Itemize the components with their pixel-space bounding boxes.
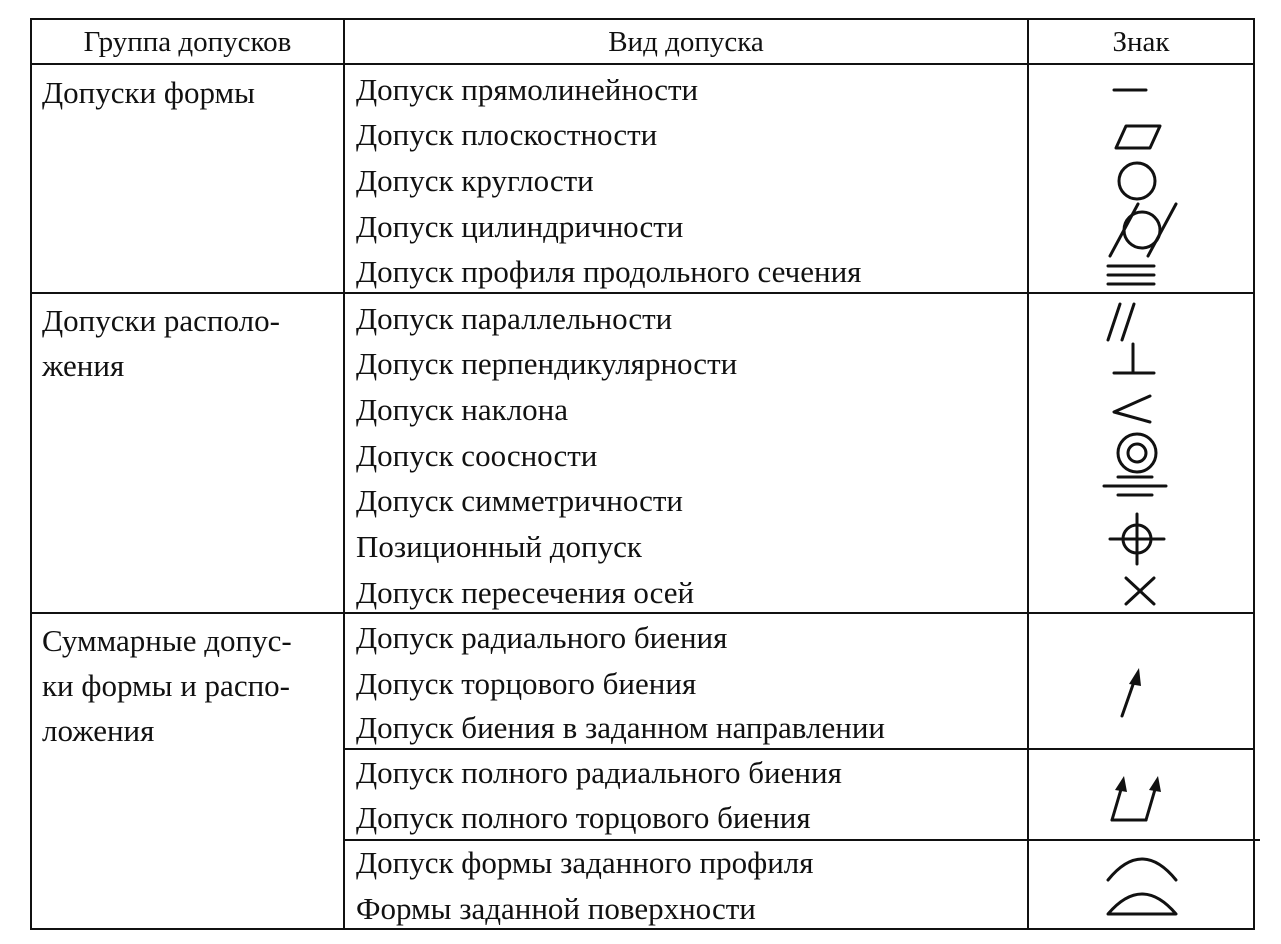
tolerance-name: Допуск профиля продольного сечения <box>356 254 862 289</box>
symmetry-icon <box>1100 472 1170 500</box>
group-name-line: Допуски располо- <box>42 303 280 338</box>
tolerance-name: Допуск прямолинейности <box>356 72 699 107</box>
total-runout-icon <box>1102 770 1172 826</box>
tolerance-name: Допуск торцового биения <box>356 666 697 701</box>
tolerance-name: Допуск наклона <box>356 392 569 427</box>
parallelism-icon <box>1102 300 1142 344</box>
tolerance-name: Допуск биения в заданном направлении <box>356 710 886 745</box>
axis-intersection-icon <box>1118 572 1162 610</box>
circularity-icon <box>1114 158 1160 204</box>
column-divider-2 <box>1027 18 1029 930</box>
tolerance-name: Допуск радиального биения <box>356 620 728 655</box>
table-border-left <box>30 18 32 930</box>
tolerance-name: Допуск круглости <box>356 163 594 198</box>
header-type: Вид допуска <box>608 26 764 58</box>
group-name-line: Допуски формы <box>42 75 255 110</box>
tolerance-name: Допуск полного торцового биения <box>356 800 811 835</box>
straightness-icon <box>1110 80 1150 100</box>
flatness-icon <box>1112 122 1164 152</box>
angularity-icon <box>1108 392 1156 426</box>
group-name-line: Суммарные допус- <box>42 623 292 658</box>
runout-icon <box>1112 664 1148 722</box>
cylindricity-icon <box>1102 200 1182 260</box>
tolerance-name: Допуск пересечения осей <box>356 575 695 610</box>
group-name-location <box>42 298 280 388</box>
tolerance-name: Допуск полного радиального биения <box>356 755 842 790</box>
subgroup-divider-1 <box>344 748 1255 750</box>
perpendicularity-icon <box>1108 340 1158 378</box>
group-divider-1 <box>30 292 1255 294</box>
tolerance-name: Допуск соосности <box>356 438 598 473</box>
tolerance-name: Допуск перпендикулярности <box>356 346 738 381</box>
header-sign: Знак <box>1112 26 1170 58</box>
tolerance-name: Допуск симметричности <box>356 483 684 518</box>
tolerance-name: Допуск цилиндричности <box>356 209 684 244</box>
column-divider-1 <box>343 18 345 930</box>
tolerance-name: Формы заданной поверхности <box>356 891 756 926</box>
header-group: Группа допусков <box>83 26 292 58</box>
position-icon <box>1106 510 1168 568</box>
table-border-top <box>30 18 1255 20</box>
table-border-right <box>1253 18 1255 930</box>
group-name-form <box>42 70 255 115</box>
tolerance-name: Допуск плоскостности <box>356 117 658 152</box>
group-name-line: ложения <box>42 713 155 748</box>
tolerance-name: Допуск параллельности <box>356 301 673 336</box>
group-name-line: жения <box>42 348 125 383</box>
profile-of-line-icon <box>1100 848 1184 884</box>
group-name-combined <box>42 618 292 753</box>
header-divider <box>30 63 1255 65</box>
coaxiality-icon <box>1114 430 1160 476</box>
subgroup-divider-2 <box>344 839 1260 841</box>
tolerance-name: Допуск формы заданного профиля <box>356 845 814 880</box>
longitudinal-profile-icon <box>1102 258 1162 290</box>
profile-of-surface-icon <box>1100 884 1184 920</box>
group-name-line: ки формы и распо- <box>42 668 290 703</box>
tolerance-name: Позиционный допуск <box>356 529 642 564</box>
